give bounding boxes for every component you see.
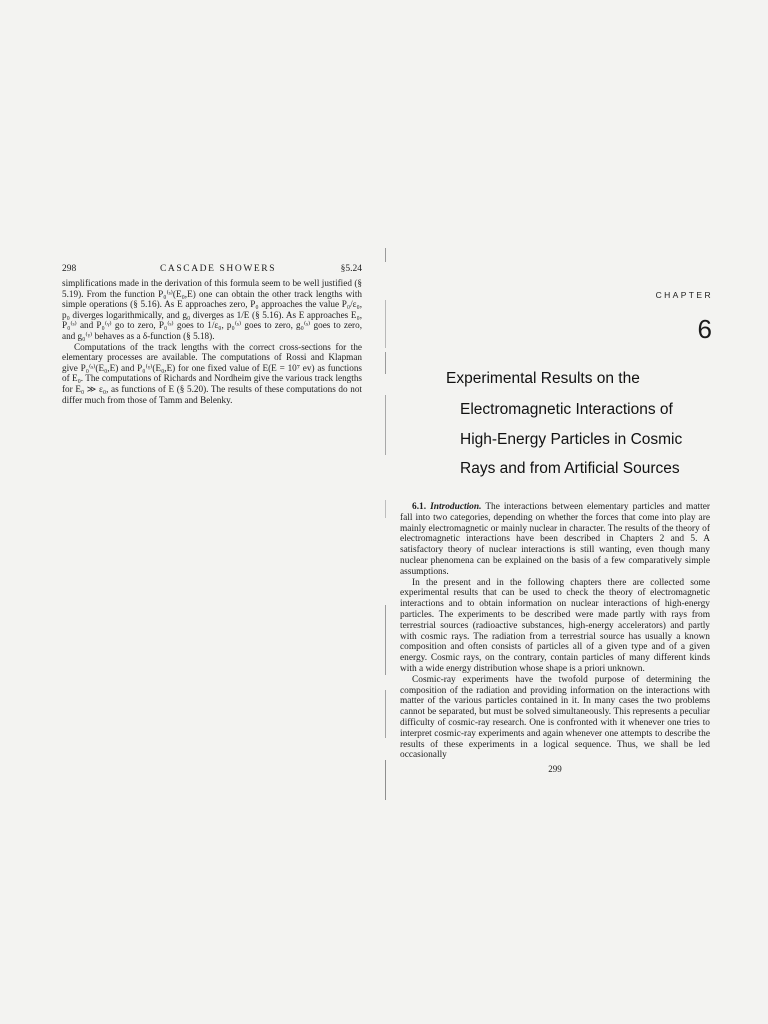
running-title: CASCADE SHOWERS bbox=[160, 264, 277, 274]
section-intro-paragraph bbox=[400, 502, 710, 578]
right-paragraph-2: In the present and in the following chapters there are collected some experimental results that can be used to check the theory of electromagnetic interactions and to obtain information on nuclear interactions of high-energy particles. The experiments to be described were made partly with rays from terrestrial sources (radioactive substances, high-energy accelerators) and partly with cosmic rays. The radiation from a terrestrial source has usually a known composition and often consists of particles all of a given type and of a given energy. Cosmic rays, on the contrary, contain particles of many different kinds with a wide energy distribution whose shape is a priori unknown. bbox=[400, 577, 710, 674]
left-paragraph-2: Computations of the track lengths with the correct cross-sections for the elementary processes are available. The computations of Rossi and Klapman give P₀⁽ˢ⁾(E₀,E) and P₀⁽ᵞ⁾(E₀,E) for one fixed value of E(E = 10⁷ ev) as functions of E₀. The computations of Richards and Nordheim give the various track lengths for E₀ ≫ ε₀, as functions of E (§ 5.20). The results of these computations do not differ much from those of Tamm and Belenky. bbox=[62, 341, 362, 405]
right-page bbox=[400, 290, 713, 775]
gutter-mark bbox=[385, 300, 386, 348]
running-header bbox=[62, 264, 362, 278]
left-page bbox=[62, 264, 362, 405]
chapter-title-line-1: Experimental Results on the bbox=[446, 370, 640, 387]
left-page-body bbox=[62, 278, 362, 405]
gutter-mark bbox=[385, 605, 386, 675]
left-paragraph-1: simplifications made in the derivation of this formula seem to be well justified (§ 5.19). From the function P₀⁽ˢ⁾(E₀,E) one can obtain the other track lengths with simple operations (§ 5.16). As E approaches zero, P₀ approaches the value P₀/ε₀, p₀ diverges logarithmically, and g₀ diverges as 1/E (§ 5.16). As E approaches E₀, P₀⁽ˢ⁾ and P₀⁽ᵞ⁾ go to zero, P₀⁽ˢ⁾ goes to 1/ε₀, p₀⁽ˢ⁾ goes to zero, g₀⁽ˢ⁾ goes to zero, and g₀⁽ᵞ⁾ behaves as a δ-function (§ 5.18). bbox=[62, 278, 362, 341]
gutter-mark bbox=[385, 248, 386, 262]
chapter-label: CHAPTER bbox=[655, 290, 713, 300]
left-page-number: 298 bbox=[62, 264, 77, 274]
right-page-body bbox=[400, 502, 710, 774]
gutter-mark bbox=[385, 395, 386, 455]
chapter-title-line-4: Rays and from Artificial Sources bbox=[460, 460, 680, 477]
chapter-number: 6 bbox=[697, 314, 712, 344]
gutter-mark bbox=[385, 760, 386, 800]
gutter-mark bbox=[385, 690, 386, 738]
section-intro-text: The interactions between elementary particles and matter fall into two categories, depending on whether the forces that come into play are mainly electromagnetic or mainly nuclear in character. The results of the theory of electromagnetic interactions have been described in Chapters 2 and 5. A satisfactory theory of nuclear interactions is still wanting, even though many nuclear phenomena can be explained on the basis of a few comparatively simple assumptions. bbox=[400, 502, 710, 577]
section-name: Introduction. bbox=[430, 502, 482, 512]
right-paragraph-3: Cosmic-ray experiments have the twofold purpose of determining the composition of the radiation and providing information on the interactions with matter of the various particles contained in it. In many cases the two problems cannot be separated, but must be solved simultaneously. This represents a peculiar difficulty of cosmic-ray research. One is confronted with it whenever one tries to interpret cosmic-ray experiments and again whenever one attempts to describe the results of these experiments in a logical sequence. Thus, we shall be led occasionally bbox=[400, 674, 710, 761]
section-number: 6.1. bbox=[412, 502, 427, 512]
chapter-title-line-2: Electromagnetic Interactions of bbox=[460, 401, 673, 418]
chapter-title-line-3: High-Energy Particles in Cosmic bbox=[460, 431, 683, 448]
gutter-mark bbox=[385, 500, 386, 518]
section-reference: §5.24 bbox=[340, 264, 362, 274]
gutter-mark bbox=[385, 352, 386, 374]
right-page-number: 299 bbox=[548, 764, 562, 775]
